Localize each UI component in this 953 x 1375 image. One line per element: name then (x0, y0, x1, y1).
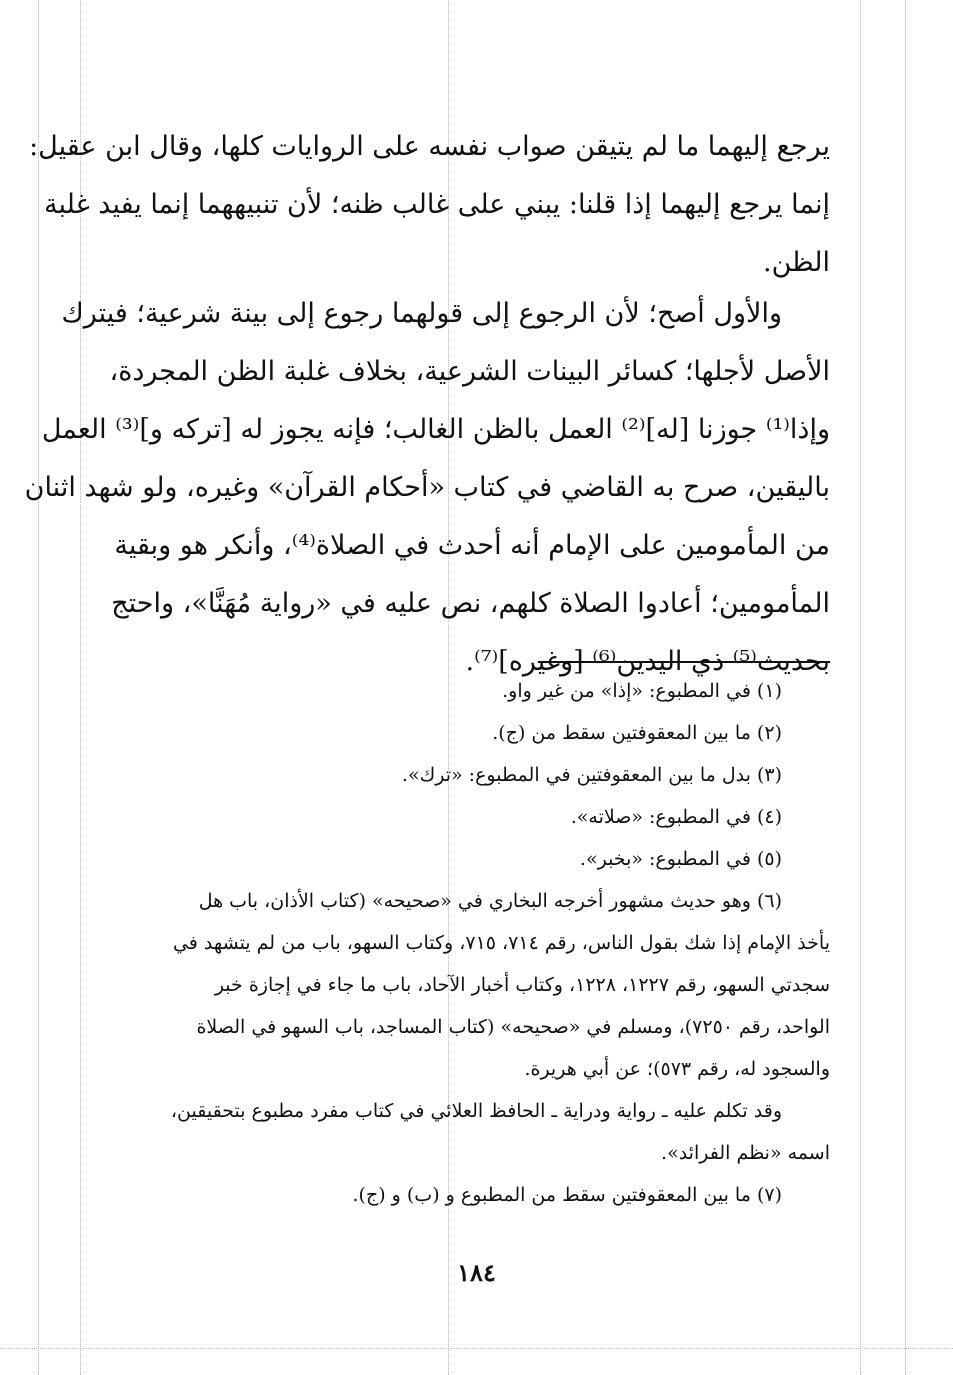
text-line: وإذا⁽¹⁾ جوزنا [له]⁽²⁾ العمل بالظن الغالب؛ فإنه يجوز له [تركه و]⁽³⁾ العمل (41, 414, 830, 445)
footnote-5: (٥) في المطبوع: «بخبر». (579, 848, 782, 870)
text-line: يرجع إليهما ما لم يتيقن صواب نفسه على الروايات كلها، وقال ابن عقيل: (29, 131, 830, 162)
footnotes (110, 670, 830, 1216)
footnote-2: (٢) ما بين المعقوفتين سقط من (ج). (492, 722, 782, 744)
footnote-6-continued: سجدتي السهو، رقم ١٢٢٧، ١٢٢٨، وكتاب أخبار الآحاد، باب ما جاء في إجازة خبر (214, 974, 830, 996)
footnote-6: (٦) وهو حديث مشهور أخرجه البخاري في «صحيحه» (كتاب الأذان، باب هل (198, 890, 782, 912)
paragraph-2 (24, 285, 830, 691)
scan-guide-line (0, 1348, 953, 1349)
footnote-3: (٣) بدل ما بين المعقوفتين في المطبوع: «ترك». (401, 764, 782, 786)
scan-guide-line (860, 0, 861, 1375)
scan-guide-line (38, 0, 39, 1375)
footnote-6-continued: يأخذ الإمام إذا شك بقول الناس، رقم ٧١٤، ٧١٥، وكتاب السهو، باب من لم يتشهد في (172, 932, 830, 954)
text-line: باليقين، صرح به القاضي في كتاب «أحكام القرآن» وغيره، ولو شهد اثنان (24, 472, 830, 503)
footnote-separator (538, 661, 830, 663)
text-line: الأصل لأجلها؛ كسائر البينات الشرعية، بخلاف غلبة الظن المجردة، (109, 356, 830, 387)
footnote-4: (٤) في المطبوع: «صلاته». (570, 806, 782, 828)
footnote-6-continued: والسجود له، رقم ٥٧٣)؛ عن أبي هريرة. (524, 1058, 830, 1080)
text-line: الظن. (762, 247, 830, 278)
text-line: بحديث⁽⁵⁾ ذي اليدين⁽⁶⁾ [وغيره]⁽⁷⁾. (465, 646, 830, 677)
footnote-1: (١) في المطبوع: «إذا» من غير واو. (502, 680, 782, 702)
text-line: المأمومين؛ أعادوا الصلاة كلهم، نص عليه في «رواية مُهَنَّا»، واحتج (111, 588, 830, 619)
footnote-6-remark: وقد تكلم عليه ـ رواية ودراية ـ الحافظ العلائي في كتاب مفرد مطبوع بتحقيقين، (170, 1100, 782, 1122)
footnote-6-continued: الواحد، رقم ٧٢٥٠)، ومسلم في «صحيحه» (كتاب المساجد، باب السهو في الصلاة (196, 1016, 830, 1038)
footnote-7: (٧) ما بين المعقوفتين سقط من المطبوع و (ب) و (ج). (352, 1184, 782, 1206)
page-number: ١٨٤ (457, 1258, 496, 1287)
scan-guide-line (905, 0, 906, 1375)
footnote-6-remark: اسمه «نظم الفرائد». (661, 1142, 830, 1164)
text-line: والأول أصح؛ لأن الرجوع إلى قولهما رجوع إلى بينة شرعية؛ فيترك (61, 298, 782, 329)
text-line: إنما يرجع إليهما إذا قلنا: يبني على غالب ظنه؛ لأن تنبيههما إنما يفيد غلبة (44, 189, 830, 220)
text-line: من المأمومين على الإمام أنه أحدث في الصلاة⁽⁴⁾، وأنكر هو وبقية (114, 530, 830, 561)
paragraph-1 (29, 118, 830, 292)
